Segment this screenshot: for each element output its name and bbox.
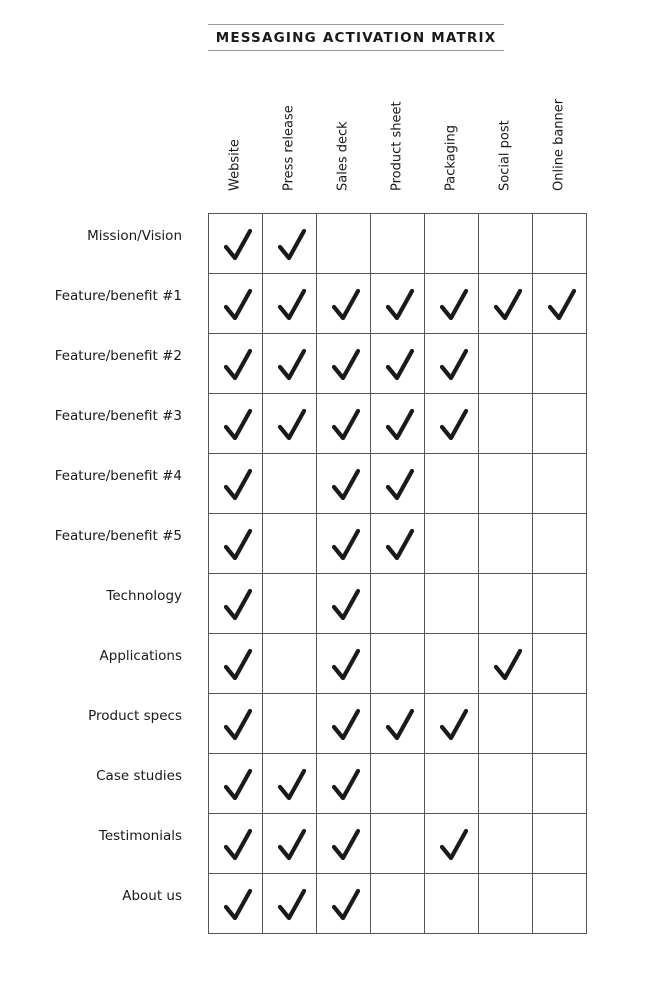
check-mark-icon — [331, 708, 361, 742]
matrix-cell — [208, 813, 263, 874]
matrix-cell — [532, 513, 587, 574]
matrix-cell — [532, 693, 587, 754]
matrix-cell — [424, 633, 479, 694]
matrix-cell — [424, 213, 479, 274]
matrix-cell — [262, 573, 317, 634]
matrix-cell — [316, 693, 371, 754]
matrix-cell — [424, 693, 479, 754]
matrix-cell — [424, 333, 479, 394]
matrix-cell — [262, 693, 317, 754]
matrix-cell — [316, 453, 371, 514]
check-mark-icon — [331, 528, 361, 562]
check-mark-icon — [223, 288, 253, 322]
row-label: Mission/Vision — [87, 228, 182, 244]
matrix-cell — [262, 513, 317, 574]
check-mark-icon — [277, 408, 307, 442]
check-mark-icon — [223, 468, 253, 502]
check-mark-icon — [493, 288, 523, 322]
column-header — [424, 70, 478, 206]
matrix-cell — [424, 453, 479, 514]
row-label: About us — [122, 888, 182, 904]
matrix-cell — [262, 453, 317, 514]
check-mark-icon — [277, 228, 307, 262]
matrix-cell — [478, 753, 533, 814]
matrix-cell — [370, 873, 425, 934]
matrix-cell — [370, 813, 425, 874]
matrix-cell — [316, 873, 371, 934]
check-mark-icon — [223, 528, 253, 562]
matrix-cell — [370, 753, 425, 814]
matrix-cell — [370, 513, 425, 574]
matrix-cell — [316, 633, 371, 694]
matrix-cell — [316, 753, 371, 814]
check-mark-icon — [385, 468, 415, 502]
row-label: Product specs — [88, 708, 182, 724]
check-mark-icon — [223, 768, 253, 802]
matrix-cell — [370, 213, 425, 274]
check-mark-icon — [331, 288, 361, 322]
matrix-cell — [316, 513, 371, 574]
check-mark-icon — [547, 288, 577, 322]
matrix-cell — [532, 393, 587, 454]
matrix-cell — [478, 333, 533, 394]
column-header — [478, 70, 532, 206]
check-mark-icon — [385, 348, 415, 382]
column-header — [370, 70, 424, 206]
matrix-cell — [478, 693, 533, 754]
matrix-cell — [478, 633, 533, 694]
check-mark-icon — [439, 408, 469, 442]
check-mark-icon — [331, 768, 361, 802]
matrix-cell — [208, 213, 263, 274]
matrix-cell — [532, 633, 587, 694]
matrix-cell — [478, 213, 533, 274]
matrix-cell — [370, 633, 425, 694]
column-header-label: Website — [227, 139, 243, 191]
check-mark-icon — [277, 288, 307, 322]
check-mark-icon — [277, 888, 307, 922]
matrix-cell — [316, 813, 371, 874]
matrix-cell — [208, 453, 263, 514]
row-label: Technology — [106, 588, 182, 604]
check-mark-icon — [223, 228, 253, 262]
matrix-cell — [316, 393, 371, 454]
check-mark-icon — [277, 768, 307, 802]
matrix-cell — [208, 573, 263, 634]
check-mark-icon — [223, 348, 253, 382]
matrix-cell — [208, 273, 263, 334]
matrix-cell — [208, 333, 263, 394]
check-mark-icon — [331, 468, 361, 502]
column-header — [532, 70, 586, 206]
matrix-cell — [370, 693, 425, 754]
column-header — [262, 70, 316, 206]
check-mark-icon — [439, 708, 469, 742]
matrix-cell — [262, 213, 317, 274]
matrix-cell — [424, 273, 479, 334]
matrix-cell — [478, 813, 533, 874]
matrix-cell — [208, 393, 263, 454]
matrix-cell — [424, 513, 479, 574]
check-mark-icon — [331, 648, 361, 682]
row-label: Feature/benefit #4 — [54, 468, 182, 484]
row-label: Testimonials — [98, 828, 182, 844]
matrix-cell — [532, 873, 587, 934]
matrix-cell — [532, 753, 587, 814]
check-mark-icon — [223, 648, 253, 682]
matrix-cell — [370, 273, 425, 334]
check-mark-icon — [277, 348, 307, 382]
row-label: Feature/benefit #2 — [54, 348, 182, 364]
matrix-cell — [424, 393, 479, 454]
matrix-cell — [316, 213, 371, 274]
column-header-label: Press release — [281, 105, 297, 191]
matrix-cell — [532, 273, 587, 334]
matrix-cell — [478, 573, 533, 634]
row-label: Case studies — [96, 768, 182, 784]
matrix-cell — [478, 453, 533, 514]
matrix-grid — [208, 213, 586, 933]
check-mark-icon — [223, 828, 253, 862]
matrix-cell — [424, 573, 479, 634]
check-mark-icon — [223, 408, 253, 442]
check-mark-icon — [331, 888, 361, 922]
matrix-cell — [370, 333, 425, 394]
row-label: Applications — [99, 648, 182, 664]
matrix-cell — [478, 873, 533, 934]
matrix-cell — [208, 513, 263, 574]
matrix-cell — [316, 573, 371, 634]
check-mark-icon — [331, 588, 361, 622]
check-mark-icon — [223, 708, 253, 742]
matrix-cell — [208, 693, 263, 754]
column-header — [316, 70, 370, 206]
matrix-cell — [370, 453, 425, 514]
check-mark-icon — [439, 828, 469, 862]
matrix-cell — [262, 273, 317, 334]
matrix-cell — [478, 513, 533, 574]
column-header-label: Sales deck — [335, 121, 351, 191]
matrix-cell — [370, 573, 425, 634]
column-header-label: Product sheet — [389, 101, 405, 191]
matrix-cell — [532, 333, 587, 394]
check-mark-icon — [385, 708, 415, 742]
check-mark-icon — [331, 408, 361, 442]
check-mark-icon — [385, 408, 415, 442]
matrix-cell — [262, 753, 317, 814]
matrix-cell — [532, 573, 587, 634]
check-mark-icon — [385, 288, 415, 322]
column-header-label: Online banner — [551, 98, 567, 191]
matrix-cell — [532, 813, 587, 874]
title-box — [208, 24, 504, 51]
matrix-cell — [262, 633, 317, 694]
matrix-cell — [370, 393, 425, 454]
matrix-cell — [208, 873, 263, 934]
column-header — [208, 70, 262, 206]
check-mark-icon — [439, 348, 469, 382]
matrix-cell — [262, 393, 317, 454]
matrix-cell — [262, 333, 317, 394]
matrix-cell — [478, 273, 533, 334]
matrix-cell — [208, 633, 263, 694]
check-mark-icon — [385, 528, 415, 562]
matrix-cell — [424, 753, 479, 814]
check-mark-icon — [223, 888, 253, 922]
matrix-title: MESSAGING ACTIVATION MATRIX — [215, 29, 497, 46]
matrix-cell — [316, 273, 371, 334]
column-header-label: Packaging — [443, 125, 459, 191]
check-mark-icon — [331, 348, 361, 382]
check-mark-icon — [439, 288, 469, 322]
matrix-cell — [208, 753, 263, 814]
matrix-cell — [316, 333, 371, 394]
row-label: Feature/benefit #3 — [54, 408, 182, 424]
check-mark-icon — [277, 828, 307, 862]
matrix-cell — [532, 213, 587, 274]
row-label: Feature/benefit #5 — [54, 528, 182, 544]
check-mark-icon — [331, 828, 361, 862]
row-label: Feature/benefit #1 — [54, 288, 182, 304]
check-mark-icon — [223, 588, 253, 622]
matrix-cell — [262, 813, 317, 874]
column-header-label: Social post — [497, 120, 513, 191]
matrix-cell — [478, 393, 533, 454]
matrix-cell — [262, 873, 317, 934]
check-mark-icon — [493, 648, 523, 682]
matrix-cell — [532, 453, 587, 514]
matrix-cell — [424, 813, 479, 874]
matrix-cell — [424, 873, 479, 934]
